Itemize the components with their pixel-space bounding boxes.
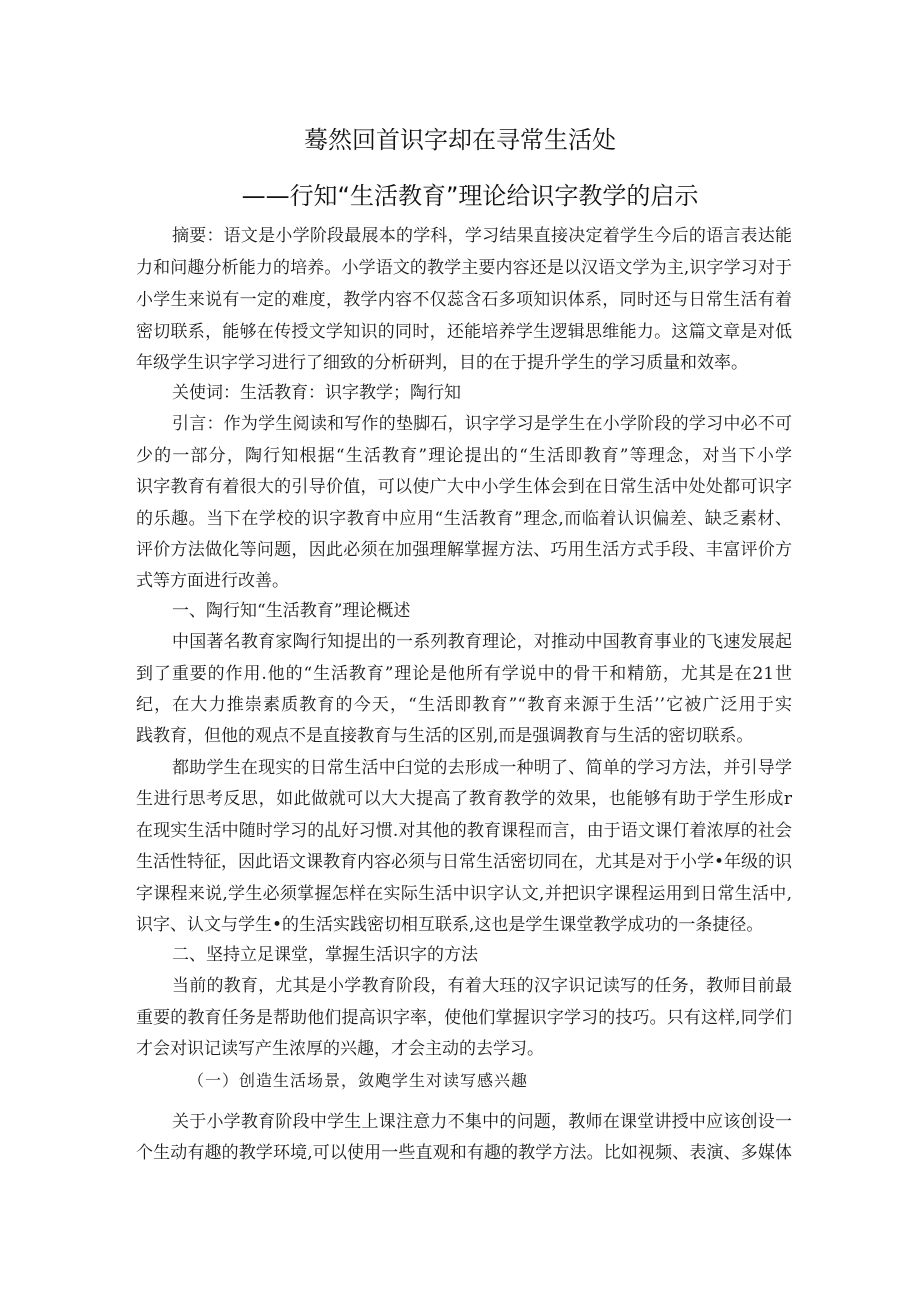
- section2-line: 当前的教育，尤其是小学教育阶段，有着大珏的汉字识记读写的任务，教师目前最: [172, 976, 792, 996]
- subsection1-line: 关于小学教育阶段中学生上课注意力不集中的问题，教师在课堂讲授中应该创设一: [172, 1112, 792, 1132]
- section1-line: 到了重要的作用.他的“生活教育”理论是他所有学说中的骨干和精筋，尤其是在21世: [136, 664, 792, 684]
- section1-line: 在现实生活中随时学习的乩好习惯.对其他的教育课程而言，由于语文课仃着浓厚的社会: [136, 821, 792, 841]
- section-heading: 二、坚持立足课堂，掌握生活识字的方法: [172, 945, 478, 965]
- section1-line: 识字、认文与学生•的生活实践密切相互联系,这也是学生课堂教学成功的一条捷径。: [136, 915, 764, 935]
- abstract-line: 年级学生识字学习进行了细致的分析研判，目的在于提升学生的学习质量和效率。: [136, 353, 748, 373]
- section1-line: 生进行思考反思，如此做就可以大大提高了教育教学的效果，也能够有助于学生形成r: [136, 789, 792, 809]
- intro-line: 引言：作为学生阅读和写作的垫脚石，识字学习是学生在小学阶段的学习中必不可: [172, 414, 792, 434]
- section2-line: 重要的教育任务是帮助他们提高识字率，使他们掌握识字学习的技巧。只有这样,同学们: [136, 1008, 792, 1028]
- subsection1-line: 个生动有趣的教学环境,可以使用一些直观和有趣的教学方法。比如视频、表演、多媒体: [136, 1143, 792, 1163]
- document-subtitle: ——行知“生活教育”理论给识字教学的启示: [241, 182, 699, 210]
- section1-line: 纪，在大力推崇素质教育的今天，“生活即教育”“教育来源于生活’’它被广泛用于实: [136, 695, 792, 715]
- section2-line: 才会对识记读写产生浓厚的兴趣，才会主动的去学习。: [136, 1039, 544, 1059]
- abstract-line: 密切联系，能够在传授文学知识的同时，还能培养学生逻辑思维能力。这篇文章是对低: [136, 322, 792, 342]
- abstract-line: 力和问趣分析能力的培养。小学语文的教学主要内容还是以汉语文学为主,识字学习对于: [136, 258, 792, 278]
- section1-line: 生活性特征，因此语文课教育内容必须与日常生活密切同在，尤其是对于小学•年级的识: [136, 852, 793, 872]
- intro-line: 的乐趣。当下在学校的识字教育中应用“生活教育”理念,而临着认识偏差、缺乏素材、: [136, 509, 792, 529]
- section-heading: 一、陶行知“生活教育”理论概述: [172, 601, 411, 621]
- section1-line: 中国著名教育家陶行知提出的一系列教育理论，对推动中国教育事业的飞速发展起: [172, 632, 792, 652]
- section1-line: 践教育，但他的观点不是直接教育与生活的区别,而是强调教育与生活的密切联系。: [136, 726, 754, 746]
- intro-line: 式等方面进行改善。: [136, 571, 289, 591]
- intro-line: 识字教育有着很大的引导价值，可以使广大中小学生体会到在日常生活中处处都可识字: [136, 477, 792, 497]
- document-title: 蓦然回首识字却在寻常生活处: [304, 126, 616, 154]
- abstract-line: 小学生来说有一定的难度，教学内容不仅蕊含石多项知识体系，同时还与日常生活有着: [136, 290, 792, 310]
- intro-line: 少的一部分，陶行知根据“生活教育”理论提出的“生活即教育”等理念，对当下小学: [136, 446, 792, 466]
- section1-line: 字课程来说,学生必须掌握怎样在实际生活中识字认文,并把识字课程运用到日常生活中,: [136, 884, 792, 904]
- subsection-heading: （一）创造生活场景，敛飑学生对读写感兴趣: [188, 1071, 529, 1090]
- keywords-line: 关使词：生活教育：识字教学；陶行知: [172, 383, 461, 403]
- section1-line: 都助学生在现实的日常生活中臼觉的去形成一种明了、简单的学习方法，并引导学: [172, 758, 792, 778]
- intro-line: 评价方法做化等问题，因此必须在加强理解掌握方法、巧用生活方式手段、丰富评价方: [136, 540, 792, 560]
- abstract-line: 摘要：语文是小学阶段最展本的学科，学习结果直接决定着学生今后的语言表达能: [172, 226, 792, 246]
